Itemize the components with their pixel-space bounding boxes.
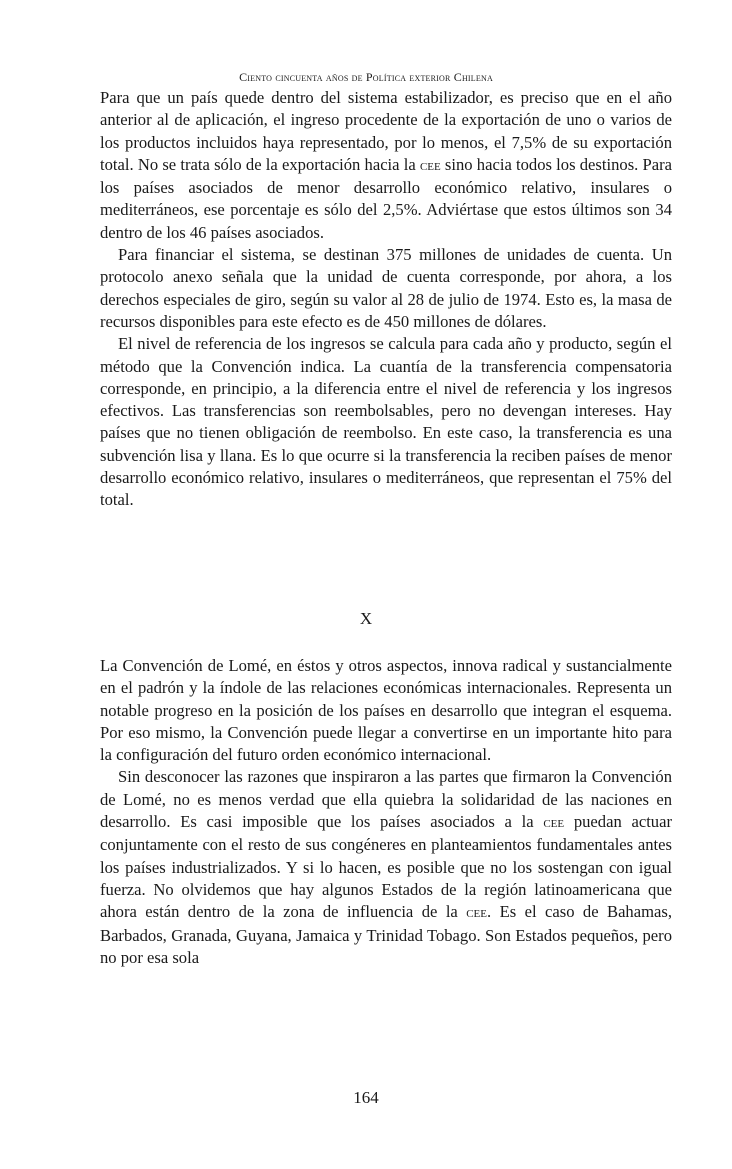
abbreviation: cee [543,815,565,832]
text-block-after-section [100,655,672,969]
paragraph: Para financiar el sistema, se destinan 375 millones de unidades de cuenta. Un protocolo anexo señala que la unidad de cuenta corresponde, por ahora, a los derechos especiales de giro, según su valor al 28 de julio de 1974. Esto es, la masa de recursos disponibles para este efecto es de 450 millones de dólares. [100,245,672,331]
running-head: Ciento cincuenta años de Política exterior Chilena [239,70,493,84]
paragraph: Sin desconocer las razones que inspiraron a las partes que firmaron la Convención de Lomé, no es menos verdad que ella quiebra la solidaridad de las naciones en desarrollo. Es casi imposible que los países asociados a la cee puedan actuar conjuntamente con el resto de sus congéneres en planteamientos fundamentales antes los países industrializados. Y si lo hacen, es posible que no los sostengan con igual fuerza. No olvidemos que hay algunos Estados de la región latinoamericana que ahora están dentro de la zona de influencia de la cee. Es el caso de Bahamas, Barbados, Granada, Guyana, Jamaica y Trinidad Tobago. Son Estados pequeños, pero no por esa sola [100,767,672,967]
paragraph: El nivel de referencia de los ingresos se calcula para cada año y producto, según el método que la Convención indica. La cuantía de la transferencia compensatoria corresponde, en principio, a la diferencia entre el nivel de referencia y los ingresos efectivos. Las transferencias son reembolsables, pero no devengan intereses. Hay países que no tienen obligación de reembolso. En este caso, la transferencia es una subvención lisa y llana. Es lo que ocurre si la transferencia la reciben países de menor desarrollo económico relativo, insulares o mediterráneos, que representan el 75% del total. [100,334,672,510]
abbreviation: cee [466,905,487,922]
section-heading: X [359,609,373,628]
abbreviation: cee [419,157,441,174]
page-number: 164 [353,1088,379,1107]
text-block-before-section [100,87,672,512]
paragraph: Para que un país quede dentro del sistema estabilizador, es preciso que en el año anterior al de aplicación, el ingreso procedente de la exportación de uno o varios de los productos incluidos haya representado, por lo menos, el 7,5% de su exportación total. No se trata sólo de la exportación hacia la cee sino hacia todos los destinos. Para los países asociados de menor desarrollo económico relativo, insulares o mediterráneos, ese porcentaje es sólo del 2,5%. Adviértase que estos últimos son 34 dentro de los 46 países asociados. [100,88,672,242]
paragraph: La Convención de Lomé, en éstos y otros aspectos, innova radical y sustancialmente en el padrón y la índole de las relaciones económicas internacionales. Representa un notable progreso en la posición de los países en desarrollo que integran el esquema. Por eso mismo, la Convención puede llegar a convertirse en un importante hito para la configuración del futuro orden económico internacional. [100,656,672,765]
